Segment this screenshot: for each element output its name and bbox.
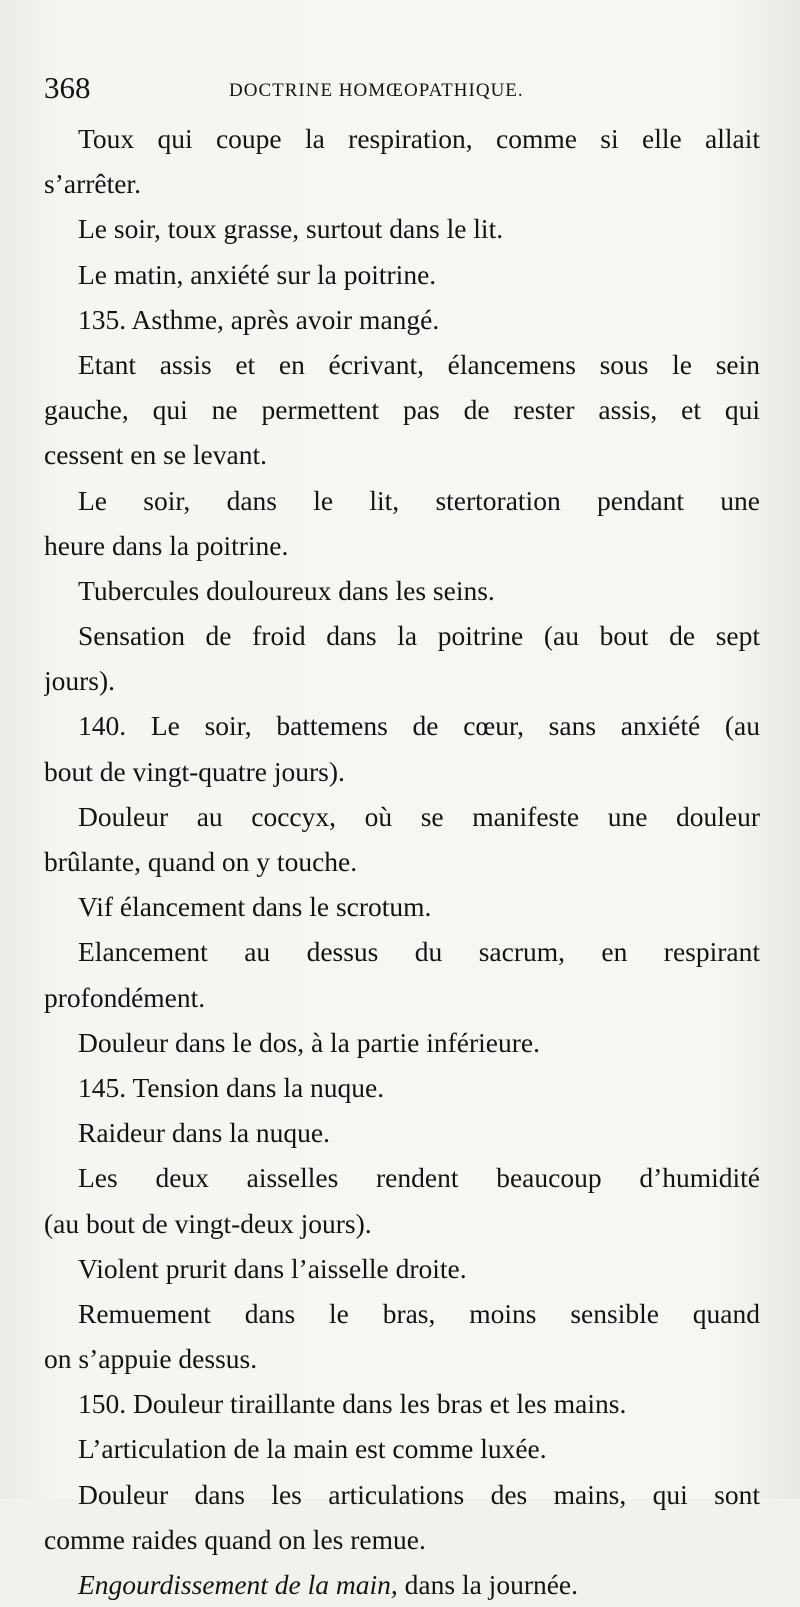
text-line: Etant assis et en écrivant, élancemens sous le sein [78, 348, 760, 380]
text-line: comme raides quand on les remue. [44, 1523, 426, 1555]
text-line: Toux qui coupe la respiration, comme si elle allait [78, 123, 760, 154]
running-title: DOCTRINE HOMŒOPATHIQUE. [229, 80, 524, 101]
text-phrase: dans la journée. [397, 1569, 579, 1600]
text-line: Sensation de froid dans la poitrine (au bout de sept [78, 620, 760, 652]
text-line: cessent en se levant. [44, 439, 267, 471]
text-line: Le soir, dans le lit, stertoration pendant une [78, 484, 760, 516]
text-line: Les deux aisselles rendent beaucoup d’humidité [78, 1162, 760, 1194]
text-line: Tubercules douloureux dans les seins. [78, 574, 495, 606]
text-line: gauche, qui ne permettent pas de rester assis, et qui [44, 394, 760, 426]
italic-phrase: Engourdissement de la main, [78, 1569, 398, 1600]
page-header [44, 70, 764, 110]
text-line: 135. Asthme, après avoir mangé. [78, 303, 440, 335]
text-line: Le soir, toux grasse, surtout dans le lit. [78, 213, 504, 245]
body-text [44, 116, 760, 1607]
text-line: Raideur dans la nuque. [78, 1117, 331, 1149]
text-line: Douleur dans les articulations des mains, qui sont [78, 1478, 760, 1510]
text-line: bout de vingt-quatre jours). [44, 755, 345, 787]
text-line: Elancement au dessus du sacrum, en respirant [78, 936, 760, 968]
text-line: 150. Douleur tiraillante dans les bras et les mains. [78, 1388, 627, 1420]
text-line-last [44, 1562, 760, 1607]
page-number: 368 [44, 70, 91, 105]
text-line: brûlante, quand on y touche. [44, 846, 358, 877]
text-line: s’arrêter. [44, 168, 141, 200]
text-line: (au bout de vingt-deux jours). [44, 1207, 372, 1239]
text-line: Douleur au coccyx, où se manifeste une douleur [78, 800, 760, 832]
text-line: Douleur dans le dos, à la partie inférieure. [78, 1026, 540, 1058]
text-line: L’articulation de la main est comme luxée. [78, 1433, 547, 1465]
text-line: 140. Le soir, battemens de cœur, sans anxiété (au [78, 710, 760, 742]
text-line: Violent prurit dans l’aisselle droite. [78, 1252, 467, 1284]
text-line: Vif élancement dans le scrotum. [78, 891, 432, 923]
text-line: profondément. [44, 981, 206, 1013]
text-line: on s’appuie dessus. [44, 1343, 258, 1375]
text-line: heure dans la poitrine. [44, 529, 289, 561]
text-line: Remuement dans le bras, moins sensible quand [78, 1297, 760, 1329]
text-line: jours). [44, 665, 116, 697]
text-line: 145. Tension dans la nuque. [78, 1071, 385, 1103]
text-line: Le matin, anxiété sur la poitrine. [78, 258, 437, 290]
